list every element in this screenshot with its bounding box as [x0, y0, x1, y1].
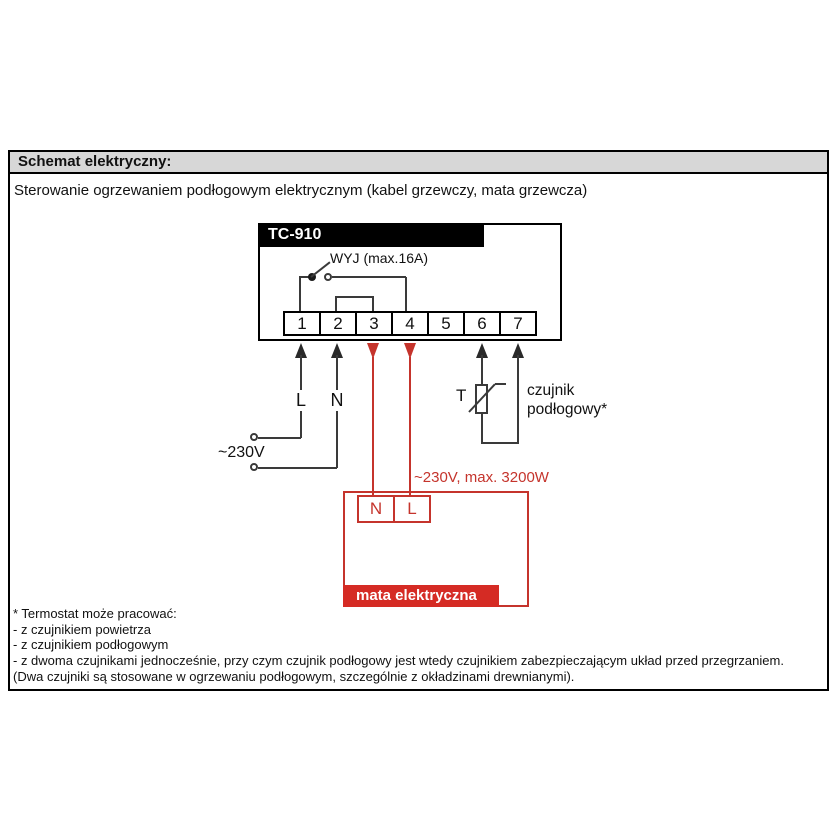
wire-l-horizontal	[258, 437, 301, 439]
sensor-wire-top	[481, 355, 483, 385]
footnote-line: - z czujnikiem powietrza	[13, 621, 151, 637]
footnotes	[13, 606, 823, 685]
relay-contact-circle	[324, 273, 332, 281]
footnote-line: * Termostat może pracować:	[13, 606, 177, 621]
floor-sensor-label: czujnik podłogowy*	[527, 382, 608, 418]
n-wire-label: N	[330, 390, 344, 410]
thermistor-t-label: T	[456, 386, 467, 405]
section-title: Schemat elektryczny:	[18, 153, 172, 170]
mains-l-terminal-circle	[250, 433, 258, 441]
sensor-wire-horizontal	[481, 442, 519, 444]
terminal-5: 5	[427, 311, 465, 336]
footnote-line: (Dwa czujniki są stosowane w ogrzewaniu podłogowym, szczególnie z okładzinami drewnianymi).	[13, 668, 575, 684]
footnote-line: - z czujnikiem podłogowym	[13, 637, 169, 653]
bridge-wire-right	[372, 296, 374, 312]
wire-mat-l	[409, 357, 411, 497]
relay-wire-right	[332, 276, 406, 278]
footnote-line: - z dwoma czujnikami jednocześnie, przy czym czujnik podłogowy jest wtedy czujnikiem zabezpieczającym układ przed przegrzaniem.	[13, 653, 784, 669]
terminal-7: 7	[499, 311, 537, 336]
wire-mat-n	[372, 357, 374, 497]
terminal-4: 4	[391, 311, 429, 336]
terminal-strip	[283, 311, 537, 336]
relay-wire-terminal4	[405, 277, 407, 312]
diagram-subtitle: Sterowanie ogrzewaniem podłogowym elektrycznym (kabel grzewczy, mata grzewcza)	[14, 182, 588, 199]
terminal-3: 3	[355, 311, 393, 336]
mat-terminal-l: L	[393, 495, 431, 523]
wire-n-horizontal	[258, 467, 337, 469]
bridge-wire-top	[335, 296, 374, 298]
mains-voltage-label: ~230V	[218, 444, 265, 461]
l-wire-label: L	[293, 390, 309, 411]
mat-power-label: ~230V, max. 3200W	[414, 469, 549, 486]
sensor-wire-bottom	[481, 413, 483, 444]
thermostat-model-label: TC-910	[268, 226, 322, 243]
mains-n-terminal-circle	[250, 463, 258, 471]
bridge-wire-left	[335, 296, 337, 312]
terminal-2: 2	[319, 311, 357, 336]
thermistor-diagonal-tick	[495, 383, 506, 385]
heating-mat-name: mata elektryczna	[356, 587, 477, 604]
relay-wire-terminal1	[299, 277, 301, 312]
thermostat-titlebar	[258, 223, 484, 247]
sensor-wire-return	[517, 355, 519, 444]
section-header	[8, 150, 829, 174]
terminal-1: 1	[283, 311, 321, 336]
heating-mat-name-bar	[343, 585, 499, 607]
mat-terminal-n: N	[357, 495, 395, 523]
mat-terminal-strip	[357, 495, 431, 523]
terminal-6: 6	[463, 311, 501, 336]
relay-output-label: WYJ (max.16A)	[330, 250, 429, 266]
wire-n-vertical	[336, 355, 338, 468]
